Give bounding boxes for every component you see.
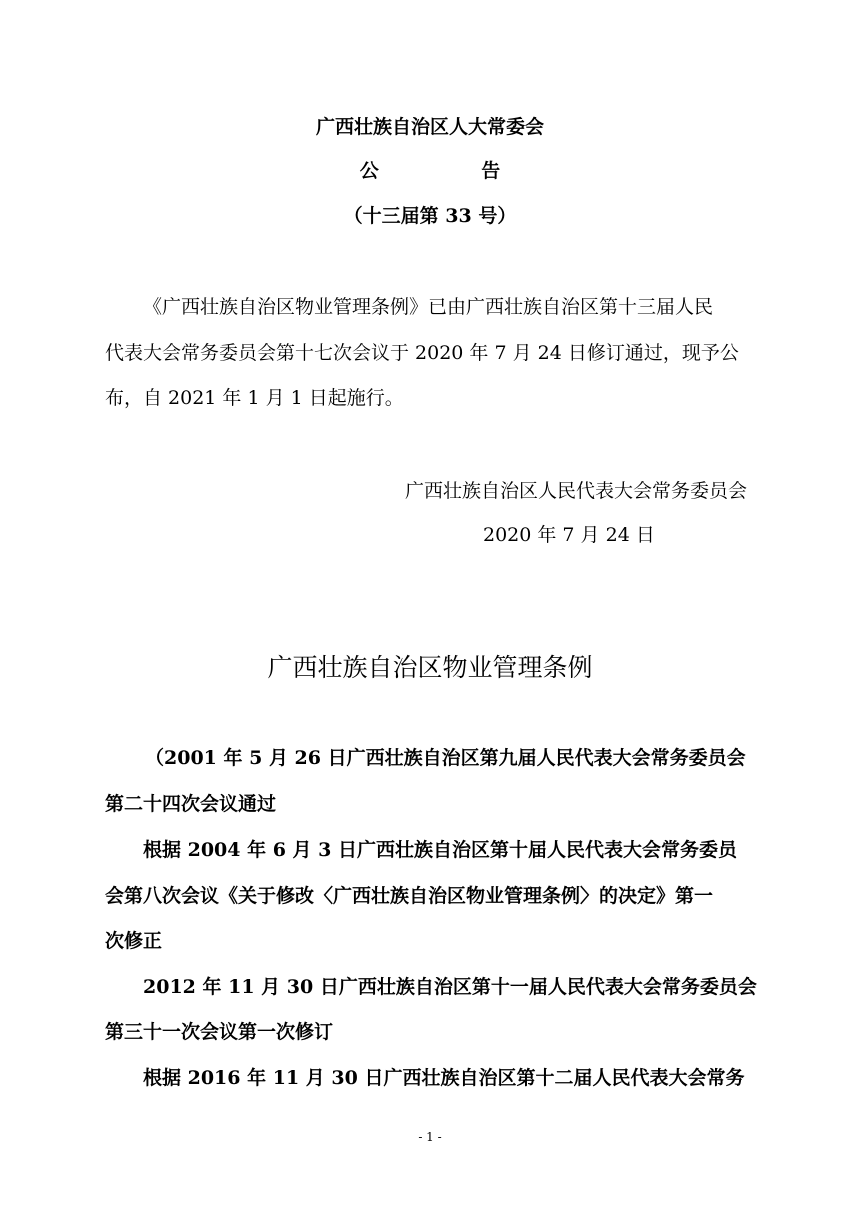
announcement-date: 2020 年 7 月 24 日: [483, 524, 655, 546]
announcement-paragraph-line-3: 布，自 2021 年 1 月 1 日起施行。: [105, 387, 404, 409]
regulation-history-line-4: 会第八次会议《关于修改〈广西壮族自治区物业管理条例〉的决定》第一: [105, 885, 714, 907]
regulation-history-line-2: 第二十四次会议通过: [105, 793, 277, 815]
regulation-history-line-6: 2012 年 11 月 30 日广西壮族自治区第十一届人民代表大会常务委员会: [143, 976, 757, 998]
regulation-history-line-3: 根据 2004 年 6 月 3 日广西壮族自治区第十届人民代表大会常务委员: [143, 839, 738, 861]
regulation-title: 广西壮族自治区物业管理条例: [267, 653, 593, 682]
announcement-heading: 公 告: [359, 160, 543, 182]
regulation-history-line-8: 根据 2016 年 11 月 30 日广西壮族自治区第十二届人民代表大会常务: [143, 1067, 745, 1089]
regulation-history-line-7: 第三十一次会议第一次修订: [105, 1021, 334, 1043]
announcement-issuer: 广西壮族自治区人大常委会: [315, 116, 544, 138]
regulation-history-line-1: （2001 年 5 月 26 日广西壮族自治区第九届人民代表大会常务委员会: [145, 747, 746, 769]
announcement-paragraph-line-2: 代表大会常务委员会第十七次会议于 2020 年 7 月 24 日修订通过，现予公: [105, 342, 739, 364]
page-number: - 1 -: [418, 1130, 442, 1144]
announcement-signature: 广西壮族自治区人民代表大会常务委员会: [405, 480, 748, 502]
announcement-paragraph-line-1: 《广西壮族自治区物业管理条例》已由广西壮族自治区第十三届人民: [143, 296, 714, 318]
announcement-number: （十三届第 33 号）: [343, 205, 517, 227]
regulation-history-line-5: 次修正: [105, 930, 163, 952]
